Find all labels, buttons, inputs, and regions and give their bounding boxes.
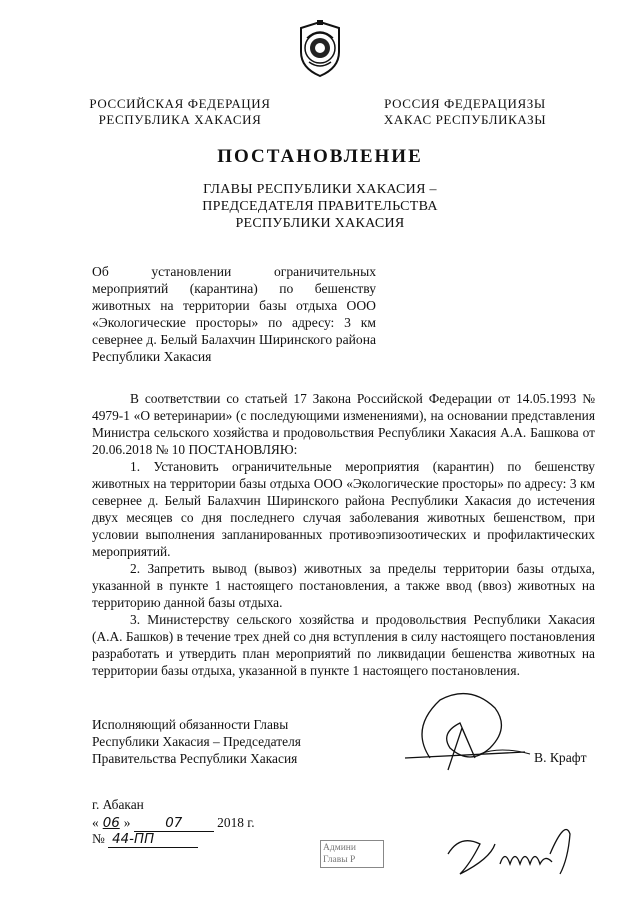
header-russian bbox=[80, 96, 280, 128]
handwritten-signature bbox=[400, 688, 540, 776]
registration-stamp bbox=[320, 840, 384, 868]
decree-preamble: В соответствии со статьей 17 Закона Российской Федерации от 14.05.1993 № 4979-1 «О ветеринарии» (с последующими изменениями), на основании представления Министра сельского хозяйства и продовольствия Республики Хакасия А.А. Башкова от 20.06.2018 № 10 ПОСТАНОВЛЯЮ: bbox=[92, 391, 595, 457]
subtitle-line1: ГЛАВЫ РЕСПУБЛИКИ ХАКАСИЯ – bbox=[203, 182, 437, 197]
document-title: ПОСТАНОВЛЕНИЕ bbox=[217, 146, 423, 167]
header-khakas-line1: РОССИЯ ФЕДЕРАЦИЯЗЫ bbox=[384, 96, 546, 111]
document-subtitle bbox=[150, 181, 490, 232]
header-khakas-line2: ХАКАС РЕСПУБЛИКАЗЫ bbox=[383, 112, 547, 127]
issue-date bbox=[92, 815, 255, 832]
place-of-issue: г. Абакан bbox=[92, 797, 144, 812]
subtitle-line3: РЕСПУБЛИКИ ХАКАСИЯ bbox=[235, 216, 405, 231]
number-field bbox=[108, 831, 198, 848]
date-month-field bbox=[134, 815, 214, 832]
registrar-signature bbox=[440, 814, 590, 884]
decree-item-1: 1. Установить ограничительные мероприятия (карантин) по бешенству животных на территории базы отдыха ООО «Экологические просторы» по адресу: 3 км севернее д. Белый Балахчин Ширинского района Республики Хакасия до истечения двух месяцев со дня последнего случая заболевания животных бешенством, при условии выполнения запланированных противоэпизоотических и профилактических мероприятий. bbox=[92, 459, 595, 559]
signatory-title bbox=[92, 716, 322, 767]
decree-subject: Об установлении ограничительных мероприятий (карантина) по бешенству животных на территории базы отдыха ООО «Экологические просторы» по адресу: 3 км севернее д. Белый Балахчин Ширинского района Республики Хакасия bbox=[92, 264, 376, 364]
date-quote-open: « bbox=[92, 815, 99, 830]
decree-body bbox=[92, 390, 595, 679]
stamp-line2: Главы Р bbox=[323, 855, 356, 865]
signatory-title-line1: Исполняющий обязанности Главы bbox=[92, 717, 289, 732]
number-value: 44-ПП bbox=[112, 832, 155, 847]
signatory-title-line3: Правительства Республики Хакасия bbox=[92, 751, 298, 766]
decree-item-2: 2. Запретить вывод (вывоз) животных за пределы территории базы отдыха, указанной в пункте 1 настоящего постановления, а также ввод (ввоз) животных на территорию данной базы отдыха. bbox=[92, 561, 595, 610]
date-quote-close: » bbox=[123, 815, 131, 830]
decree-item-3: 3. Министерству сельского хозяйства и продовольствия Республики Хакасия (А.А. Башков) в течение трех дней со дня вступления в силу настоящего постановления разработать и утвердить план мероприятий по ликвидации бешенства животных на территории базы отдыха, указанной в пункте 1 настоящего постановления. bbox=[92, 612, 595, 678]
header-khakas bbox=[370, 96, 560, 128]
decree-number bbox=[92, 831, 198, 848]
stamp-line1: Админи bbox=[323, 843, 356, 853]
coat-of-arms-emblem bbox=[295, 18, 345, 80]
date-month: 07 bbox=[165, 816, 183, 831]
date-day: 06 bbox=[102, 816, 120, 831]
signatory-title-line2: Республики Хакасия – Председателя bbox=[92, 734, 301, 749]
number-prefix: № bbox=[92, 831, 105, 846]
header-russian-line2: РЕСПУБЛИКА ХАКАСИЯ bbox=[98, 112, 262, 127]
signer-name: В. Крафт bbox=[534, 750, 587, 765]
subtitle-line2: ПРЕДСЕДАТЕЛЯ ПРАВИТЕЛЬСТВА bbox=[202, 199, 438, 214]
date-year: 2018 г. bbox=[217, 815, 255, 830]
header-russian-line1: РОССИЙСКАЯ ФЕДЕРАЦИЯ bbox=[89, 96, 271, 111]
